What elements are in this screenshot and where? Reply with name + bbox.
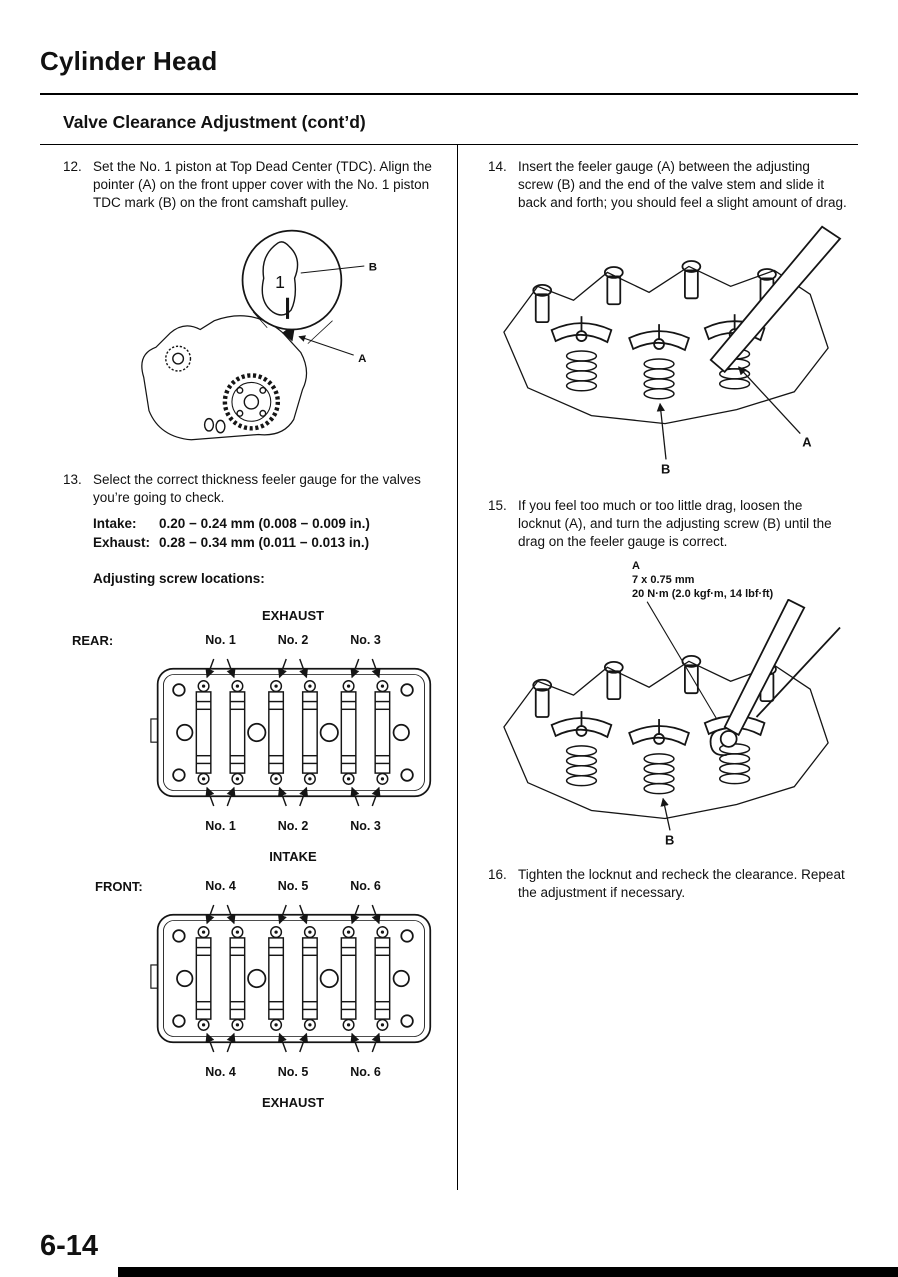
cylinder-label: No. 4 — [205, 878, 236, 893]
cylinder-label: No. 3 — [350, 632, 381, 647]
figure-locknut-adjust — [490, 559, 848, 854]
label-a: A — [358, 353, 367, 366]
feeler-gauge-illustration — [490, 220, 848, 482]
step-15 — [488, 497, 848, 551]
step-12 — [63, 158, 441, 212]
feeler-gauge-blade — [711, 227, 840, 372]
rear-label: REAR: — [72, 632, 114, 648]
exhaust-band-bottom: EXHAUST — [261, 1094, 325, 1110]
locknut-wrench-illustration — [490, 599, 848, 849]
rear-top-cylinder-labels — [148, 633, 438, 650]
exhaust-spec-label: Exhaust: — [93, 534, 151, 550]
page-number: 6-14 — [40, 1230, 99, 1262]
front-label: FRONT: — [95, 878, 143, 894]
chapter-title: Cylinder Head — [40, 46, 218, 76]
spec-row-intake — [93, 515, 441, 534]
cylinder-label: No. 5 — [277, 1064, 309, 1079]
torque-spec-block — [632, 559, 773, 602]
cylinder-label: No. 6 — [350, 878, 381, 893]
cylinder-label: No. 2 — [277, 818, 309, 833]
step-15-number: 15. — [488, 497, 507, 513]
intake-spec-value: 0.20 − 0.24 mm (0.008 − 0.009 in.) — [159, 515, 370, 531]
cylinder-label: No. 1 — [205, 632, 236, 647]
intake-band: INTAKE — [269, 848, 317, 864]
intake-spec-label: Intake: — [93, 515, 137, 531]
exhaust-spec-value: 0.28 − 0.34 mm (0.011 − 0.013 in.) — [159, 534, 370, 550]
label-b: B — [368, 261, 378, 274]
cylinder-label: No. 3 — [350, 818, 381, 833]
label-b: B — [661, 461, 671, 477]
magnifier-circle — [243, 231, 342, 330]
step-16-number: 16. — [488, 866, 507, 882]
tdc-mark-illustration — [119, 220, 419, 454]
cylinder-label: No. 5 — [277, 878, 309, 893]
right-column — [458, 145, 858, 1190]
adjusting-screw-locations-heading: Adjusting screw locations: — [93, 570, 265, 586]
step-14-text: Insert the feeler gauge (A) between the adjusting screw (B) and the end of the valve stem and slide it back and forth; you should feel a slight amount of drag. — [518, 159, 847, 210]
step-14 — [488, 158, 848, 212]
header-rule — [40, 93, 858, 95]
rear-cylinder-head-diagram — [148, 653, 438, 812]
step-12-text: Set the No. 1 piston at Top Dead Center (TDC). Align the pointer (A) on the front upper cover with the No. 1 piston TDC mark (B) on the front camshaft pulley. — [93, 159, 432, 210]
thread-spec: 7 x 0.75 mm — [632, 574, 695, 587]
step-13 — [63, 471, 441, 507]
section — [0, 112, 898, 1190]
step-13-text: Select the correct thickness feeler gauge for the valves you’re going to check. — [93, 471, 421, 505]
step-16-text: Tighten the locknut and recheck the clearance. Repeat the adjustment if necessary. — [518, 866, 845, 900]
label-b: B — [665, 832, 675, 848]
front-top-cylinder-labels — [148, 879, 438, 896]
rear-bottom-cylinder-labels — [148, 819, 438, 836]
step-14-number: 14. — [488, 159, 507, 174]
footer-bar — [118, 1267, 898, 1277]
tdc-mark-number: 1 — [275, 271, 285, 292]
cylinder-label: No. 2 — [277, 632, 309, 647]
cylinder-label: No. 4 — [205, 1064, 236, 1079]
spec-row-exhaust — [93, 534, 441, 553]
section-title: Valve Clearance Adjustment (cont’d) — [63, 112, 366, 132]
label-a: A — [802, 434, 812, 450]
step-13-number: 13. — [63, 471, 82, 487]
step-15-text: If you feel too much or too little drag, loosen the locknut (A), and turn the adjusting screw (B) until the drag on the feeler gauge is correct. — [518, 497, 832, 549]
figure-tdc-mark — [119, 220, 441, 459]
two-column-layout — [40, 145, 858, 1190]
front-cylinder-head-diagram — [148, 899, 438, 1058]
figure-feeler-gauge — [490, 220, 848, 487]
torque-spec: 20 N·m (2.0 kgf·m, 14 lbf·ft) — [632, 588, 774, 601]
step-16 — [488, 866, 848, 902]
left-column — [40, 145, 457, 1190]
front-bottom-cylinder-labels — [148, 1065, 438, 1082]
cylinder-label: No. 1 — [205, 818, 236, 833]
front-head-block — [63, 879, 441, 1082]
label-a: A — [632, 559, 640, 572]
cylinder-label: No. 6 — [350, 1064, 381, 1079]
page-header — [0, 0, 898, 95]
wrench-handle — [725, 599, 805, 734]
exhaust-band-top: EXHAUST — [261, 607, 325, 623]
rear-head-block — [63, 633, 441, 836]
locknut — [721, 731, 737, 747]
step-12-number: 12. — [63, 159, 82, 174]
clearance-spec-table — [93, 515, 441, 553]
